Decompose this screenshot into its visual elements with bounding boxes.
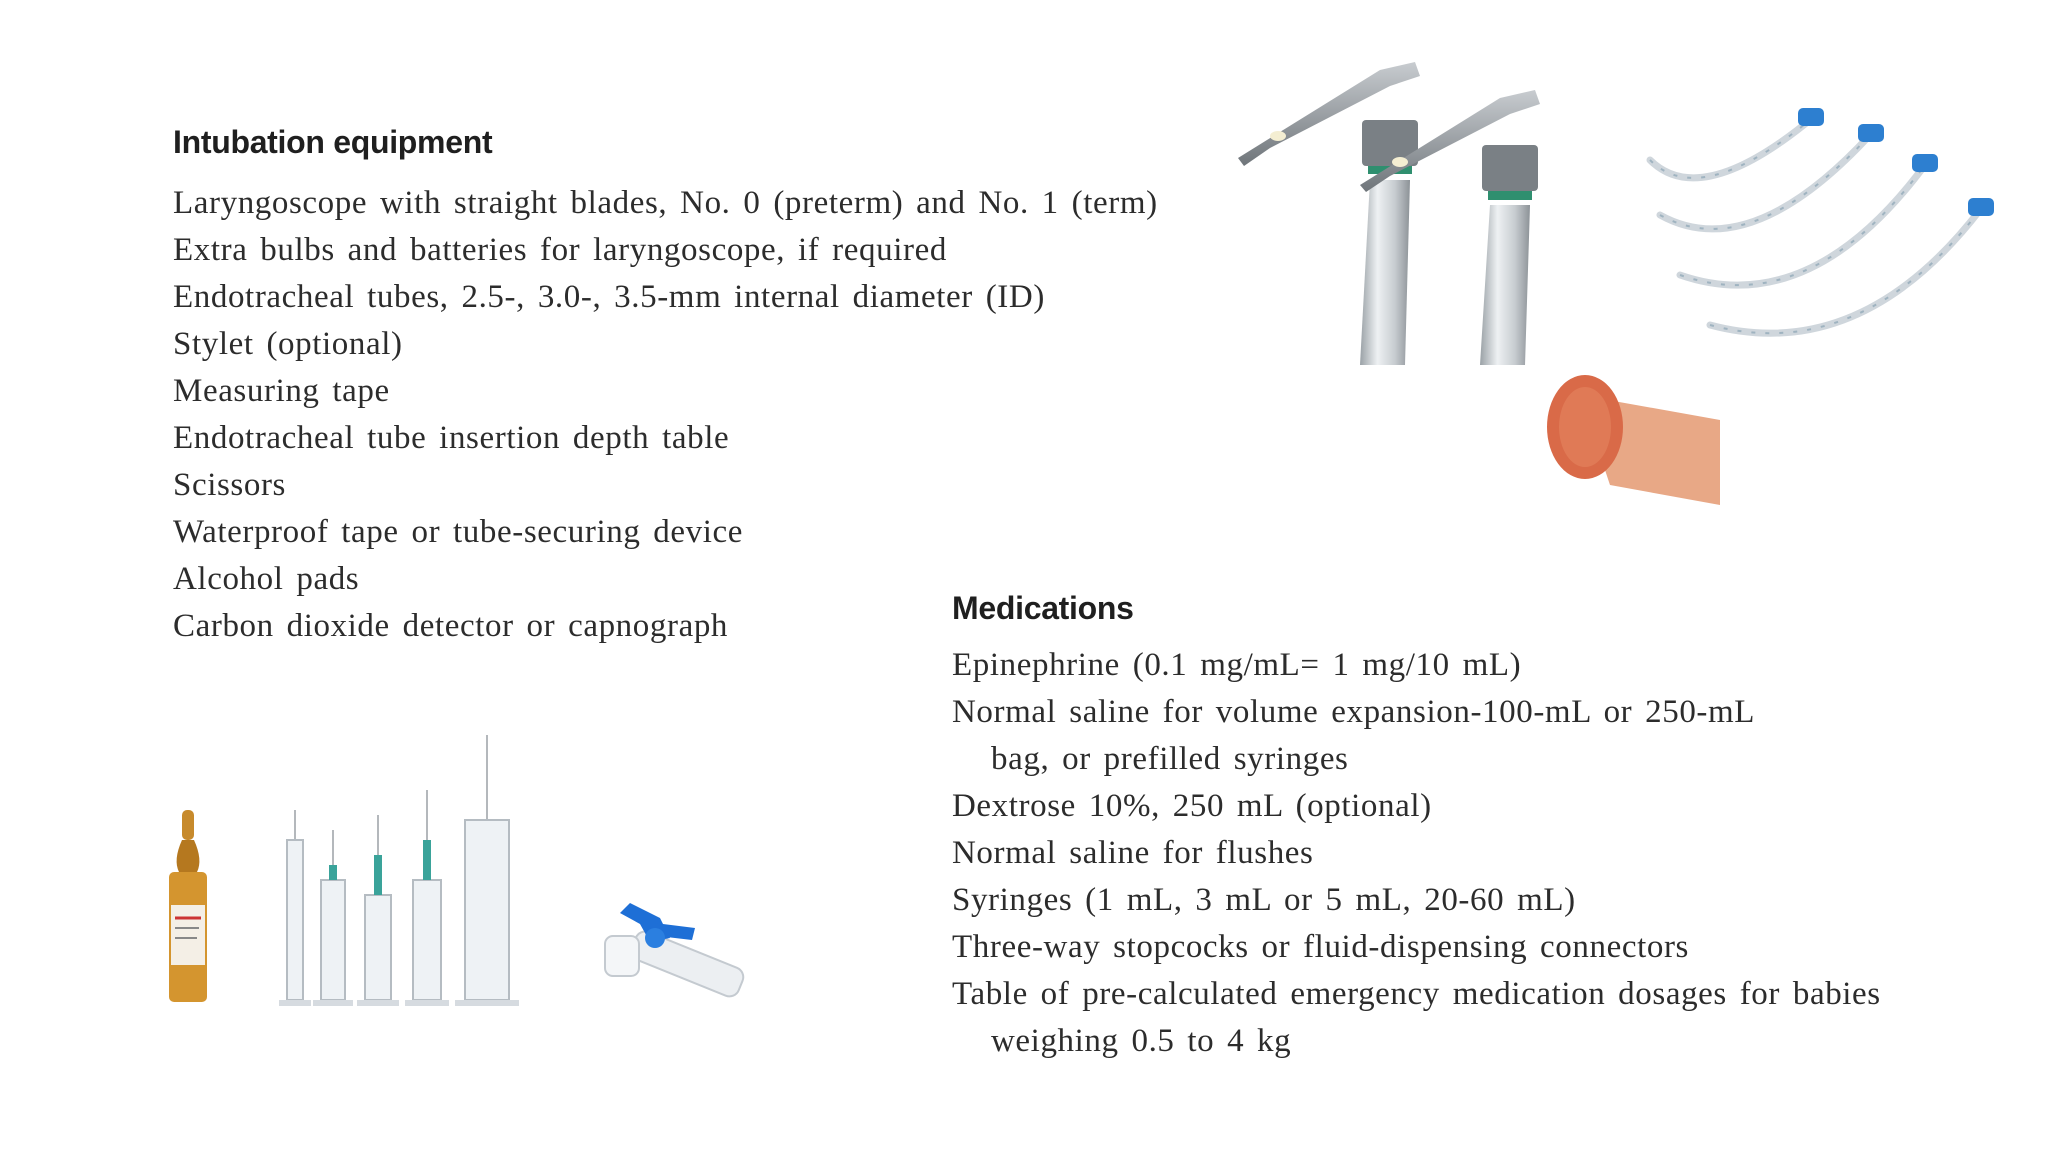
medication-item (952, 642, 1881, 689)
medication-item-text: Epinephrine (0.1 mg/mL= 1 mg/10 mL) (952, 647, 1522, 683)
medication-item-continuation: bag, or prefilled syringes (991, 741, 1349, 777)
intubation-list (173, 180, 1158, 650)
endotracheal-tubes-image (1640, 100, 2000, 370)
medications-heading: Medications (952, 590, 1134, 626)
intubation-heading: Intubation equipment (173, 124, 493, 160)
medication-item (952, 689, 1881, 783)
medication-item (952, 971, 1881, 1065)
intubation-item: Waterproof tape or tube-securing device (173, 514, 743, 550)
syringes-image (275, 730, 530, 1030)
medications-list (952, 642, 1881, 1065)
intubation-item: Alcohol pads (173, 561, 360, 597)
medication-item-continuation: weighing 0.5 to 4 kg (991, 1023, 1292, 1059)
medication-item (952, 877, 1881, 924)
medication-item-text: Dextrose 10%, 250 mL (optional) (952, 788, 1432, 824)
medication-item (952, 783, 1881, 830)
intubation-item: Endotracheal tubes, 2.5-, 3.0-, 3.5-mm internal diameter (ID) (173, 279, 1045, 315)
medication-item-text: Syringes (1 mL, 3 mL or 5 mL, 20-60 mL) (952, 882, 1576, 918)
stopcock-image (600, 898, 770, 1023)
intubation-item: Stylet (optional) (173, 326, 403, 362)
ampoule-image (163, 810, 213, 1010)
medication-item (952, 830, 1881, 877)
medication-item-text: Normal saline for flushes (952, 835, 1314, 871)
medication-item-text: Table of pre-calculated emergency medication dosages for babies (952, 976, 1881, 1012)
intubation-item: Laryngoscope with straight blades, No. 0 (preterm) and No. 1 (term) (173, 185, 1158, 221)
laryngoscope-image (1230, 50, 1590, 365)
intubation-item: Scissors (173, 467, 286, 503)
intubation-item: Endotracheal tube insertion depth table (173, 420, 730, 456)
intubation-item: Carbon dioxide detector or capnograph (173, 608, 729, 644)
intubation-item: Measuring tape (173, 373, 390, 409)
tape-roll-image (1540, 365, 1720, 510)
medication-item-text: Normal saline for volume expansion-100-mL or 250-mL (952, 694, 1756, 730)
intubation-item: Extra bulbs and batteries for laryngoscope, if required (173, 232, 947, 268)
medication-item-text: Three-way stopcocks or fluid-dispensing connectors (952, 929, 1689, 965)
medication-item (952, 924, 1881, 971)
